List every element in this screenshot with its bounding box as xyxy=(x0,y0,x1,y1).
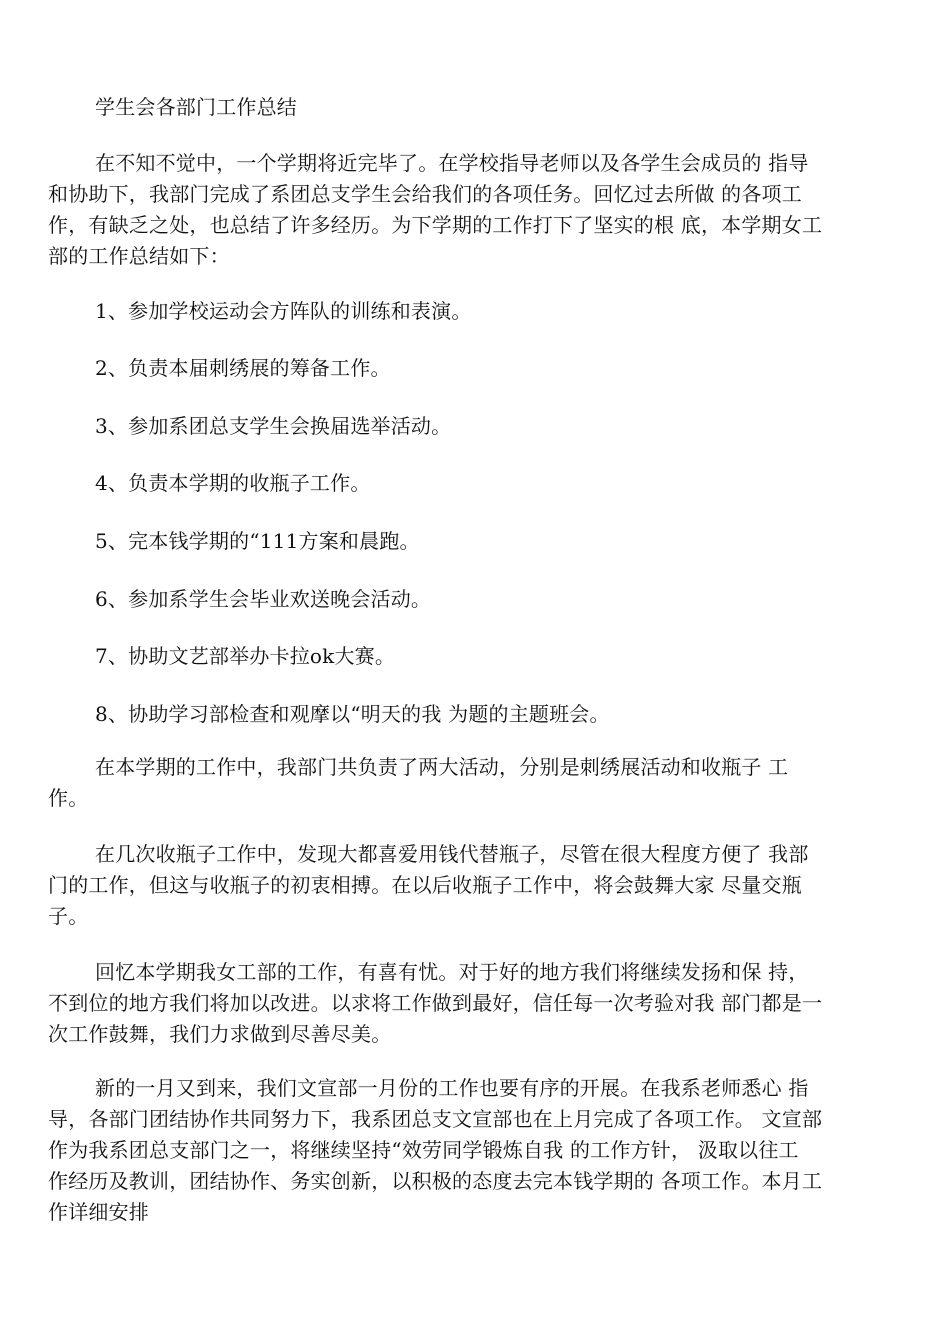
list-item-text: 4、负责本学期的收瓶子工作。 xyxy=(95,471,371,495)
list-item xyxy=(48,641,918,672)
intro-paragraph xyxy=(48,148,918,272)
propaganda-paragraph xyxy=(48,1073,918,1228)
review-paragraph xyxy=(48,957,918,1050)
paragraph-line: 子。 xyxy=(48,904,89,928)
paragraph-line: 作为我系团总支部门之一，将继续坚持“效劳同学锻炼自我 的工作方针， 汲取以往工 xyxy=(48,1138,799,1162)
bottles-paragraph xyxy=(48,839,918,932)
paragraph-line: 次工作鼓舞，我们力求做到尽善尽美。 xyxy=(48,1022,392,1046)
paragraph-line: 部的工作总结如下： xyxy=(48,244,230,268)
document-title xyxy=(48,92,918,123)
list-item xyxy=(48,411,918,442)
paragraph-line: 新的一月又到来，我们文宣部一月份的工作也要有序的开展。在我系老师悉心 指 xyxy=(95,1076,809,1100)
list-item xyxy=(48,296,918,327)
paragraph-line: 门的工作，但这与收瓶子的初衷相搏。在以后收瓶子工作中，将会鼓舞大家 尽量交瓶 xyxy=(48,873,802,897)
list-item xyxy=(48,584,918,615)
paragraph-line: 作，有缺乏之处，也总结了许多经历。为下学期的工作打下了坚实的根 底，本学期女工 xyxy=(48,213,823,237)
paragraph-line: 不到位的地方我们将加以改进。以求将工作做到最好，信任每一次考验对我 部门都是一 xyxy=(48,991,823,1015)
list-item-text: 7、协助文艺部举办卡拉ok大赛。 xyxy=(95,644,396,668)
paragraph-line: 导，各部门团结协作共同努力下，我系团总支文宣部也在上月完成了各项工作。 文宣部 xyxy=(48,1107,823,1131)
list-item-text: 2、负责本届刺绣展的筹备工作。 xyxy=(95,356,391,380)
paragraph-line: 作详细安排 xyxy=(48,1200,149,1224)
list-item-text: 5、完本钱学期的“111方案和晨跑。 xyxy=(95,529,420,553)
paragraph-line: 在本学期的工作中，我部门共负责了两大活动，分别是刺绣展活动和收瓶子 工 xyxy=(95,755,789,779)
paragraph-line: 作。 xyxy=(48,786,89,810)
list-item xyxy=(48,526,918,557)
list-item xyxy=(48,468,918,499)
paragraph-line: 和协助下，我部门完成了系团总支学生会给我们的各项任务。回忆过去所做 的各项工 xyxy=(48,182,802,206)
list-item-text: 8、协助学习部检查和观摩以“明天的我 为题的主题班会。 xyxy=(95,702,610,726)
paragraph-line: 在几次收瓶子工作中，发现大都喜爱用钱代替瓶子，尽管在很大程度方便了 我部 xyxy=(95,842,809,866)
list-item-text: 6、参加系学生会毕业欢送晚会活动。 xyxy=(95,587,432,611)
list-item xyxy=(48,353,918,384)
paragraph-line: 在不知不觉中，一个学期将近完毕了。在学校指导老师以及各学生会成员的 指导 xyxy=(95,151,809,175)
paragraph-line: 作经历及教训，团结协作、务实创新，以积极的态度去完本钱学期的 各项工作。本月工 xyxy=(48,1169,823,1193)
title-text: 学生会各部门工作总结 xyxy=(95,95,297,119)
list-item-text: 3、参加系团总支学生会换届选举活动。 xyxy=(95,414,452,438)
paragraph-line: 回忆本学期我女工部的工作，有喜有忧。对于好的地方我们将继续发扬和保 持， xyxy=(95,960,809,984)
activities-paragraph xyxy=(48,752,918,814)
list-item xyxy=(48,699,918,730)
list-item-text: 1、参加学校运动会方阵队的训练和表演。 xyxy=(95,299,472,323)
